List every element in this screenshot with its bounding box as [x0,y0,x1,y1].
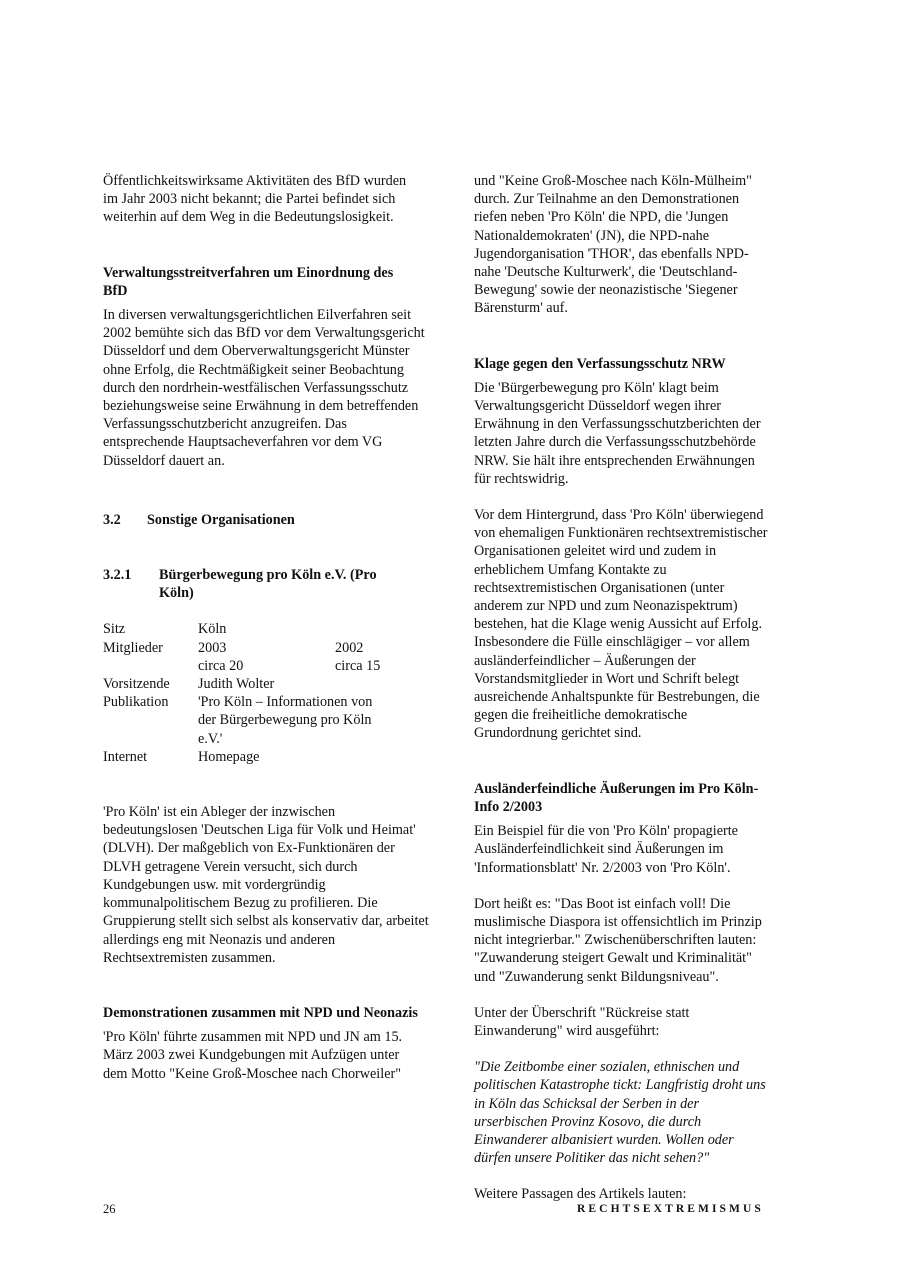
left-column [103,172,431,1083]
paragraph-weitere: Weitere Passagen des Artikels lauten: [474,1186,687,1203]
section-heading-3-2-1 [103,566,431,602]
info-row-internet [103,748,431,766]
paragraph-demonstrationen-cont: und "Keine Groß-Moschee nach Köln-Mülheim" durch. Zur Teilnahme an den Demonstrationen riefen neben 'Pro Köln' die NPD, die 'Jungen Nationaldemokraten' (JN), die NPD-nahe Jugendorganisation 'THOR', das ebenfalls NPD-nahe 'Deutsche Kulturwerk', die 'Deutschland-Bewegung' sowie der neonazistische 'Siegener Bärensturm' auf. [474,173,752,317]
section-heading-3-2 [103,511,431,529]
info-value: Köln [198,621,227,638]
running-head: RECHTSEXTREMISMUS [577,1203,764,1215]
info-label: Publikation [103,694,169,711]
right-column [474,172,774,1204]
info-label: Internet [103,748,148,765]
info-row-publikation [103,693,431,748]
subsection-title: Bürgerbewegung pro Köln e.V. (Pro Köln) [159,567,377,602]
intro-paragraph: Öffentlichkeitswirksame Aktivitäten des BfD wurden im Jahr 2003 nicht bekannt; die Partei befindet sich weiterhin auf dem Weg in die Bedeutungslosigkeit. [103,173,407,226]
info-value: 'Pro Köln – Informationen von der Bürgerbewegung pro Köln e.V.' [198,694,373,747]
info-row-mitglieder [103,639,431,657]
info-count: circa 20 [198,657,244,674]
info-value: Homepage [198,748,260,765]
organization-info-table [103,620,431,766]
info-year: 2003 [198,639,227,656]
subsection-number: 3.2.1 [103,567,132,584]
block-quote: "Die Zeitbombe einer sozialen, ethnischen und politischen Katastrophe tickt: Langfristig droht uns in Köln das Schicksal der Serben in der urserbischen Provinz Kosovo, die durch Einwanderer albanisiert wurden. Wollen oder dürfen unsere Politiker das nicht sehen?" [474,1059,766,1167]
paragraph-hintergrund: Vor dem Hintergrund, dass 'Pro Köln' überwiegend von ehemaligen Funktionären rechtsextremistischer Organisationen geleitet wird und zudem in erheblichem Umfang Kontakte zu rechtsextremistischen Organisationen (unter anderem zur NPD und zum Neonazispektrum) bestehen, hat die Klage wenig Aussicht auf Erfolg. Insbesondere die Fülle einschlägiger – vor allem ausländerfeindlicher – Äußerungen der Vorstandsmitglieder in Wort und Schrift belegt ausreichende Anhaltspunkte für Bestrebungen, die gegen die freiheitliche demokratische Grundordnung gerichtet sind. [474,507,768,742]
heading-demonstrationen: Demonstrationen zusammen mit NPD und Neonazis [103,1004,418,1021]
section-title: Sonstige Organisationen [147,511,295,528]
page-number: 26 [103,1202,116,1216]
heading-klage: Klage gegen den Verfassungsschutz NRW [474,355,726,372]
paragraph-beispiel: Ein Beispiel für die von 'Pro Köln' propagierte Ausländerfeindlichkeit sind Äußerungen im 'Informationsblatt' Nr. 2/2003 von 'Pro Köln'. [474,823,738,876]
section-number: 3.2 [103,511,121,528]
heading-auslaenderfeindliche-aeusserungen: Ausländerfeindliche Äußerungen im Pro Köln-Info 2/2003 [474,780,759,815]
info-year: 2002 [335,639,364,656]
paragraph-boot: Dort heißt es: "Das Boot ist einfach voll! Die muslimische Diaspora ist offensichtlich im Prinzip nicht integrierbar." Zwischenüberschriften lauten: "Zuwanderung steigert Gewalt und Kriminalität" und "Zuwanderung senkt Bildungsniveau". [474,895,762,985]
paragraph-verwaltungsstreitverfahren: In diversen verwaltungsgerichtlichen Eilverfahren seit 2002 bemühte sich das BfD vor dem Verwaltungsgericht Düsseldorf und dem Oberverwaltungsgericht Münster ohne Erfolg, die Rechtmäßigkeit seiner Beobachtung durch den nordrhein-westfälischen Verfassungsschutz beziehungsweise seine Erwähnung in dem betreffenden Verfassungsschutzbericht anzugreifen. Das entsprechende Hauptsacheverfahren vor dem VG Düsseldorf dauert an. [103,307,425,469]
paragraph-ableger: 'Pro Köln' ist ein Ableger der inzwischen bedeutungslosen 'Deutschen Liga für Volk und Heimat' (DLVH). Der maßgeblich von Ex-Funktionären der DLVH getragene Verein versucht, sich durch Kundgebungen usw. mit vordergründig kommunalpolitischem Bezug zu profilieren. Die Gruppierung stellt sich selbst als konservativ dar, arbeitet allerdings eng mit Neonazis und anderen Rechtsextremisten zusammen. [103,804,429,966]
paragraph-klage: Die 'Bürgerbewegung pro Köln' klagt beim Verwaltungsgericht Düsseldorf wegen ihrer Erwähnung in den Verfassungsschutzberichten der letzten Jahre durch die Verfassungsschutzbehörde NRW. Sie hält ihre entsprechenden Erwähnungen für rechtswidrig. [474,379,761,487]
paragraph-demonstrationen: 'Pro Köln' führte zusammen mit NPD und JN am 15. März 2003 zwei Kundgebungen mit Aufzügen unter dem Motto "Keine Groß-Moschee nach Chorweiler" [103,1029,403,1082]
info-label: Vorsitzende [103,676,170,693]
info-count: circa 15 [335,657,381,674]
info-row-sitz [103,620,431,638]
info-label: Mitglieder [103,639,163,656]
info-value: Judith Wolter [198,676,275,693]
info-row-vorsitzende [103,675,431,693]
info-label: Sitz [103,621,126,638]
info-row-mitglieder-counts [103,657,431,675]
paragraph-rueckreise: Unter der Überschrift "Rückreise statt Einwanderung" wird ausgeführt: [474,1004,690,1039]
heading-verwaltungsstreitverfahren: Verwaltungsstreitverfahren um Einordnung des BfD [103,264,394,299]
